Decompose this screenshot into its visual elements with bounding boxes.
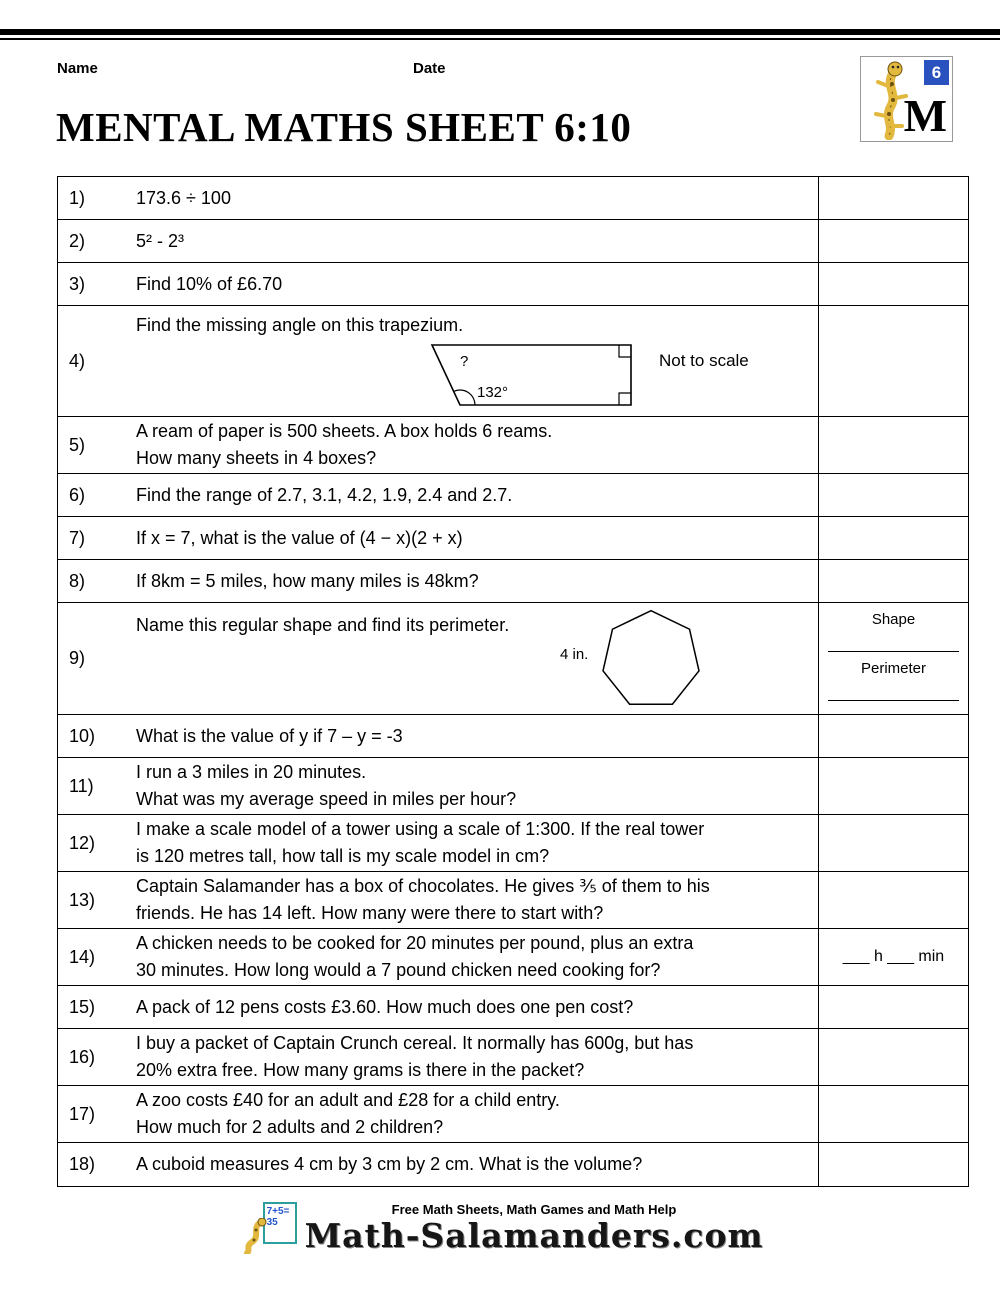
trapezium-shape	[429, 343, 634, 409]
name-label: Name	[57, 60, 98, 77]
question-line: A zoo costs £40 for an adult and £28 for a child entry.	[136, 1090, 560, 1110]
answer-cell[interactable]	[818, 872, 968, 928]
question-line: A cuboid measures 4 cm by 3 cm by 2 cm. What is the volume?	[136, 1154, 643, 1174]
question-text	[136, 417, 818, 473]
question-line: How much for 2 adults and 2 children?	[136, 1117, 444, 1137]
question-line: Name this regular shape and find its perimeter.	[136, 615, 510, 635]
question-line: 5² - 2³	[136, 230, 185, 251]
question-number: 3)	[69, 273, 86, 294]
question-line: A pack of 12 pens costs £3.60. How much does one pen cost?	[136, 996, 634, 1017]
answer-cell[interactable]	[818, 263, 968, 305]
answer-cell[interactable]	[818, 306, 968, 416]
question-number: 18)	[69, 1154, 96, 1174]
perimeter-answer-label: Perimeter	[860, 660, 927, 677]
question-line: Find the range of 2.7, 3.1, 4.2, 1.9, 2.4 and 2.7.	[136, 484, 513, 505]
question-number: 12)	[69, 832, 96, 853]
question-number: 4)	[69, 350, 86, 371]
question-row	[58, 872, 968, 929]
question-text	[136, 815, 818, 871]
question-number: 9)	[69, 648, 86, 668]
question-text	[136, 306, 818, 416]
question-row	[58, 263, 968, 306]
question-row	[58, 1029, 968, 1086]
question-line: How many sheets in 4 boxes?	[136, 448, 377, 468]
brand-logo	[860, 56, 953, 142]
question-row	[58, 560, 968, 603]
question-line: What is the value of y if 7 – y = -3	[136, 725, 403, 746]
question-text	[136, 1029, 818, 1085]
question-text	[136, 517, 818, 559]
level-badge: 6	[924, 60, 949, 85]
question-line: I run a 3 miles in 20 minutes.	[136, 762, 367, 782]
question-text	[136, 474, 818, 516]
hours-minutes-answer-hint: ___ h ___ min	[842, 948, 945, 965]
date-label: Date	[413, 60, 446, 77]
question-line: A chicken needs to be cooked for 20 minutes per pound, plus an extra	[136, 933, 694, 953]
question-row	[58, 474, 968, 517]
question-line: I buy a packet of Captain Crunch cereal. It normally has 600g, but has	[136, 1033, 694, 1053]
question-row	[58, 517, 968, 560]
shape-answer-label: Shape	[871, 611, 916, 628]
question-row	[58, 1143, 968, 1186]
question-text	[136, 1086, 818, 1142]
question-number: 16)	[69, 1046, 96, 1067]
question-text	[136, 177, 818, 219]
question-row	[58, 715, 968, 758]
answer-cell[interactable]	[818, 715, 968, 757]
question-line: A ream of paper is 500 sheets. A box holds 6 reams.	[136, 421, 553, 441]
question-row	[58, 758, 968, 815]
question-number: 17)	[69, 1103, 96, 1124]
question-text	[136, 986, 818, 1028]
question-number: 15)	[69, 996, 96, 1017]
question-line: 30 minutes. How long would a 7 pound chicken need cooking for?	[136, 960, 661, 980]
question-text	[136, 758, 818, 814]
answer-cell[interactable]	[818, 603, 968, 714]
badge-answer: 35	[266, 1217, 278, 1228]
question-text	[136, 929, 818, 985]
answer-cell[interactable]	[818, 929, 968, 985]
question-line: Find the missing angle on this trapezium.	[136, 315, 464, 335]
known-angle-label: 132°	[477, 384, 509, 401]
side-length-label: 4 in.	[560, 646, 589, 663]
question-row	[58, 177, 968, 220]
question-row	[58, 815, 968, 872]
question-number: 1)	[69, 187, 86, 208]
question-row	[58, 417, 968, 474]
question-text	[136, 603, 818, 714]
question-line: friends. He has 14 left. How many were there to start with?	[136, 903, 604, 923]
answer-cell[interactable]	[818, 1029, 968, 1085]
question-line: Captain Salamander has a box of chocolates. He gives ⅗ of them to his	[136, 876, 710, 896]
question-number: 8)	[69, 570, 86, 591]
question-number: 7)	[69, 527, 86, 548]
question-number: 10)	[69, 725, 96, 746]
answer-cell[interactable]	[818, 177, 968, 219]
question-number: 13)	[69, 889, 96, 910]
answer-cell[interactable]	[818, 758, 968, 814]
not-to-scale-label: Not to scale	[659, 351, 749, 370]
question-number: 5)	[69, 434, 86, 455]
question-line: If 8km = 5 miles, how many miles is 48km?	[136, 570, 479, 591]
answer-cell[interactable]	[818, 560, 968, 602]
footer-text	[305, 1202, 764, 1254]
page-title: MENTAL MATHS SHEET 6:10	[56, 104, 632, 150]
heptagon-shape	[598, 605, 704, 711]
question-text	[136, 263, 818, 305]
perimeter-answer-line[interactable]	[828, 700, 959, 701]
badge-sum: 7+5=	[266, 1206, 290, 1217]
footer-salamander-icon	[237, 1218, 271, 1254]
answer-cell[interactable]	[818, 517, 968, 559]
question-row	[58, 929, 968, 986]
shape-answer-line[interactable]	[828, 651, 959, 652]
question-number: 2)	[69, 230, 86, 251]
question-text	[136, 872, 818, 928]
unknown-angle-label: ?	[460, 353, 469, 370]
question-row	[58, 1086, 968, 1143]
question-text	[136, 1143, 818, 1186]
top-rule-thin	[0, 38, 1000, 40]
question-row	[58, 986, 968, 1029]
question-line: If x = 7, what is the value of (4 − x)(2 + x)	[136, 527, 463, 548]
answer-cell[interactable]	[818, 1086, 968, 1142]
answer-cell[interactable]	[818, 815, 968, 871]
question-number: 14)	[69, 946, 96, 967]
question-text	[136, 560, 818, 602]
logo-letter-m: M	[903, 90, 947, 141]
site-name[interactable]: Math-Salamanders.com	[304, 1216, 764, 1255]
question-row	[58, 220, 968, 263]
question-line: 173.6 ÷ 100	[136, 187, 231, 208]
top-rule-thick	[0, 29, 1000, 35]
question-text	[136, 220, 818, 262]
answer-cell[interactable]	[818, 986, 968, 1028]
answer-cell[interactable]	[818, 220, 968, 262]
question-line: Find 10% of £6.70	[136, 273, 283, 294]
question-row	[58, 603, 968, 715]
trapezium-diagram	[136, 341, 818, 415]
question-number: 6)	[69, 484, 86, 505]
question-text	[136, 715, 818, 757]
answer-cell[interactable]	[818, 474, 968, 516]
question-row	[58, 306, 968, 417]
answer-cell[interactable]	[818, 1143, 968, 1186]
answer-cell[interactable]	[818, 417, 968, 473]
question-table	[57, 176, 969, 1187]
question-line: 20% extra free. How many grams is there in the packet?	[136, 1060, 585, 1080]
footer-logo	[237, 1202, 297, 1254]
footer	[0, 1202, 1000, 1254]
footer-tagline: Free Math Sheets, Math Games and Math Help	[391, 1202, 677, 1217]
question-number: 11)	[69, 775, 94, 796]
question-line: What was my average speed in miles per hour?	[136, 789, 517, 809]
question-line: I make a scale model of a tower using a scale of 1:300. If the real tower	[136, 819, 705, 839]
question-line: is 120 metres tall, how tall is my scale model in cm?	[136, 846, 550, 866]
